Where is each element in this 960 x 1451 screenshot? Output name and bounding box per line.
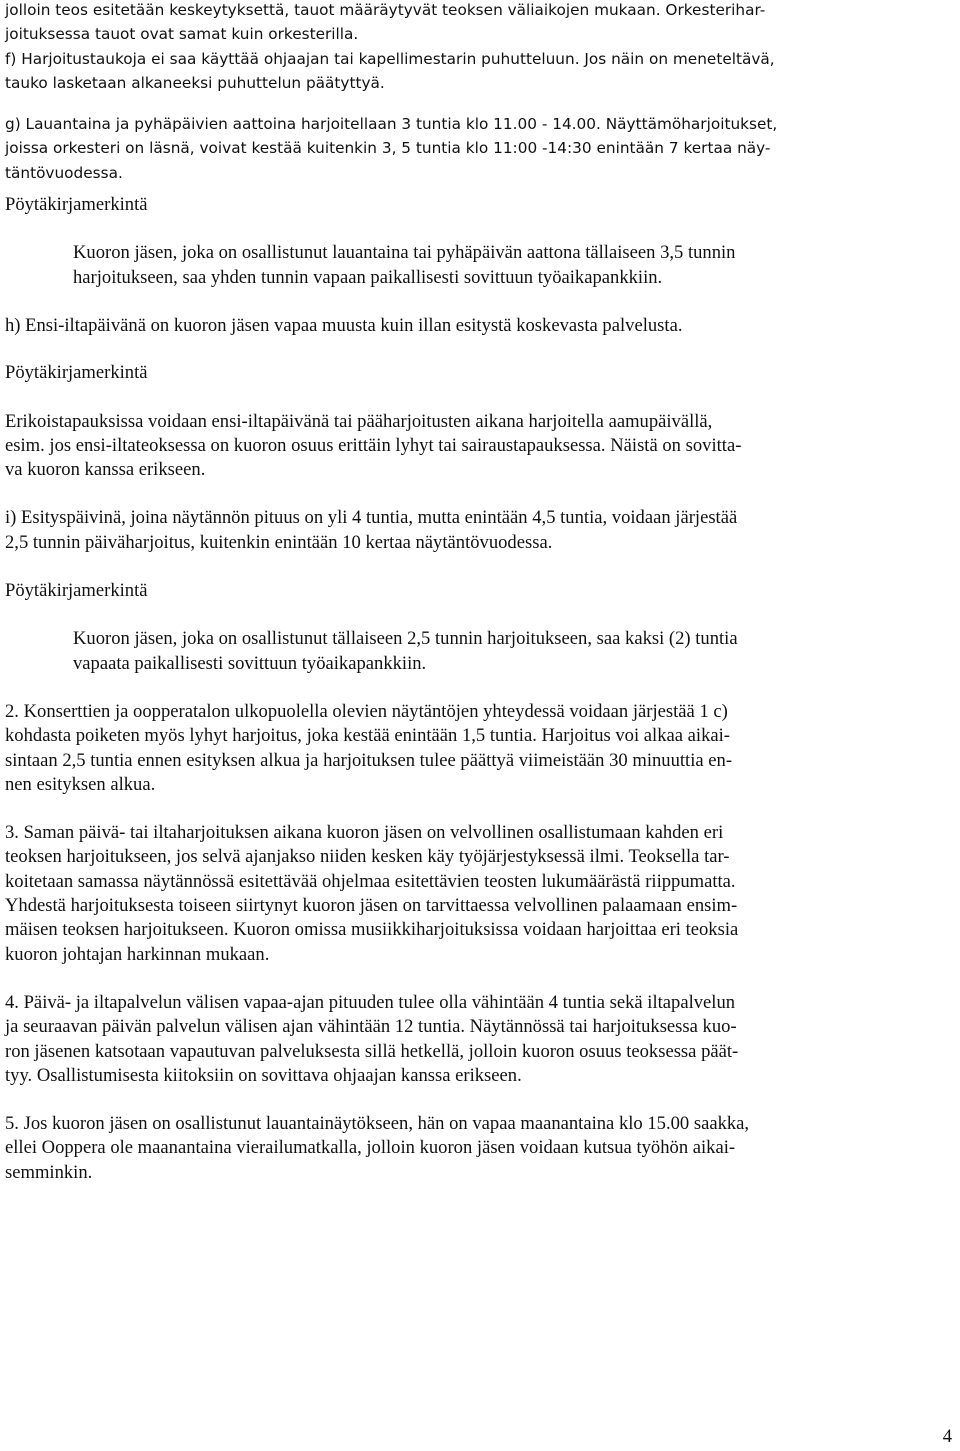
minutes-note-text bbox=[5, 241, 953, 290]
text-line: harjoitukseen, saa yhden tunnin vapaan paikallisesti sovittuun työaikapankkiin. bbox=[73, 266, 663, 288]
paragraph-h bbox=[5, 314, 953, 338]
paragraph-f bbox=[5, 0, 953, 95]
paragraph-g bbox=[5, 112, 953, 185]
text-line: 5. Jos kuoron jäsen on osallistunut lauantainäytökseen, hän on vapaa maanantaina klo 15.00 saakka, bbox=[5, 1113, 750, 1135]
text-line: Kuoron jäsen, joka on osallistunut lauantaina tai pyhäpäivän aattona tällaiseen 3,5 tunnin bbox=[73, 242, 736, 264]
section-3 bbox=[5, 821, 953, 967]
text-line: ellei Ooppera ole maanantaina vierailumatkalla, jolloin kuoron jäsen voidaan kutsua työhön aikai- bbox=[5, 1137, 736, 1159]
text-line: tauko lasketaan alkaneeksi puhuttelun päätyttyä. bbox=[5, 73, 385, 92]
text-line: Pöytäkirjamerkintä bbox=[5, 580, 148, 602]
minutes-note-heading bbox=[5, 579, 953, 603]
minutes-note-text bbox=[5, 410, 953, 483]
text-line: teoksen harjoitukseen, jos selvä ajanjakso niiden kesken käy työjärjestyksessä ilmi. Teoksella tar- bbox=[5, 846, 730, 868]
text-line: g) Lauantaina ja pyhäpäivien aattoina harjoitellaan 3 tuntia klo 11.00 - 14.00. Näyttämöharjoitukset, bbox=[5, 115, 778, 134]
text-line: joissa orkesteri on läsnä, voivat kestää kuitenkin 3, 5 tuntia klo 11:00 -14:30 enintään 7 kertaa näy- bbox=[5, 139, 771, 158]
document-page bbox=[5, 0, 953, 1185]
text-line: jolloin teos esitetään keskeytyksettä, tauot määräytyvät teoksen väliaikojen mukaan. Orkesterihar- bbox=[5, 1, 766, 19]
text-line: 4. Päivä- ja iltapalvelun välisen vapaa-ajan pituuden tulee olla vähintään 4 tuntia sekä iltapalvelun bbox=[5, 991, 736, 1013]
text-line: esim. jos ensi-iltateoksessa on kuoron osuus erittäin lyhyt tai sairaustapauksessa. Näistä on sovitta- bbox=[5, 434, 742, 456]
text-line: i) Esityspäivinä, joina näytännön pituus on yli 4 tuntia, mutta enintään 4,5 tuntia, voidaan järjestää bbox=[5, 507, 738, 529]
minutes-note-heading bbox=[5, 361, 953, 385]
section-4 bbox=[5, 991, 953, 1088]
minutes-note-text bbox=[5, 627, 953, 676]
page-number: 4 bbox=[942, 1426, 952, 1447]
text-line: täntövuodessa. bbox=[5, 163, 123, 182]
text-line: h) Ensi-iltapäivänä on kuoron jäsen vapaa muusta kuin illan esitystä koskevasta palvelusta. bbox=[5, 314, 683, 336]
section-5 bbox=[5, 1112, 953, 1185]
text-line: joituksessa tauot ovat samat kuin orkesterilla. bbox=[5, 25, 359, 44]
text-line: f) Harjoitustaukoja ei saa käyttää ohjaajan tai kapellimestarin puhutteluun. Jos näin on meneteltävä, bbox=[5, 49, 775, 68]
text-line: 2,5 tunnin päiväharjoitus, kuitenkin enintään 10 kertaa näytäntövuodessa. bbox=[5, 531, 553, 553]
text-line: ja seuraavan päivän palvelun välisen ajan vähintään 12 tuntia. Näytännössä tai harjoituksessa kuo- bbox=[5, 1016, 737, 1038]
text-line: 3. Saman päivä- tai iltaharjoituksen aikana kuoron jäsen on velvollinen osallistumaan kahden eri bbox=[5, 822, 724, 844]
text-line: nen esityksen alkua. bbox=[5, 773, 156, 795]
text-line: Kuoron jäsen, joka on osallistunut tällaiseen 2,5 tunnin harjoitukseen, saa kaksi (2) tuntia bbox=[73, 628, 738, 650]
text-line: tyy. Osallistumisesta kiitoksiin on sovittava ohjaajan kanssa erikseen. bbox=[5, 1064, 522, 1086]
text-line: semminkin. bbox=[5, 1161, 93, 1183]
text-line: Erikoistapauksissa voidaan ensi-iltapäivänä tai pääharjoitusten aikana harjoitella aamupäivällä, bbox=[5, 410, 713, 432]
text-line: Pöytäkirjamerkintä bbox=[5, 194, 148, 216]
section-2 bbox=[5, 700, 953, 797]
minutes-note-heading bbox=[5, 193, 953, 217]
text-line: vapaata paikallisesti sovittuun työaikapankkiin. bbox=[73, 652, 427, 674]
text-line: ron jäsenen katsotaan vapautuvan palveluksesta sillä hetkellä, jolloin kuoron osuus teoksessa päät- bbox=[5, 1040, 739, 1062]
text-line: koitetaan samassa näytännössä esitettävää ohjelmaa esitettävien teosten lukumäärästä riippumatta. bbox=[5, 870, 736, 892]
text-line: kuoron johtajan harkinnan mukaan. bbox=[5, 943, 270, 965]
text-line: va kuoron kanssa erikseen. bbox=[5, 459, 206, 481]
text-line: mäisen teoksen harjoitukseen. Kuoron omissa musiikkiharjoituksissa voidaan harjoittaa eri teoksia bbox=[5, 919, 739, 941]
text-line: Pöytäkirjamerkintä bbox=[5, 362, 148, 384]
text-line: kohdasta poiketen myös lyhyt harjoitus, joka kestää enintään 1,5 tuntia. Harjoitus voi alkaa aikai- bbox=[5, 725, 730, 747]
paragraph-i bbox=[5, 506, 953, 555]
text-line: 2. Konserttien ja oopperatalon ulkopuolella olevien näytäntöjen yhteydessä voidaan järjestää 1 c) bbox=[5, 700, 728, 722]
text-line: Yhdestä harjoituksesta toiseen siirtynyt kuoron jäsen on tarvittaessa velvollinen palaamaan ensim- bbox=[5, 895, 738, 917]
text-line: sintaan 2,5 tuntia ennen esityksen alkua ja harjoituksen tulee päättyä viimeistään 30 minuuttia en- bbox=[5, 749, 733, 771]
